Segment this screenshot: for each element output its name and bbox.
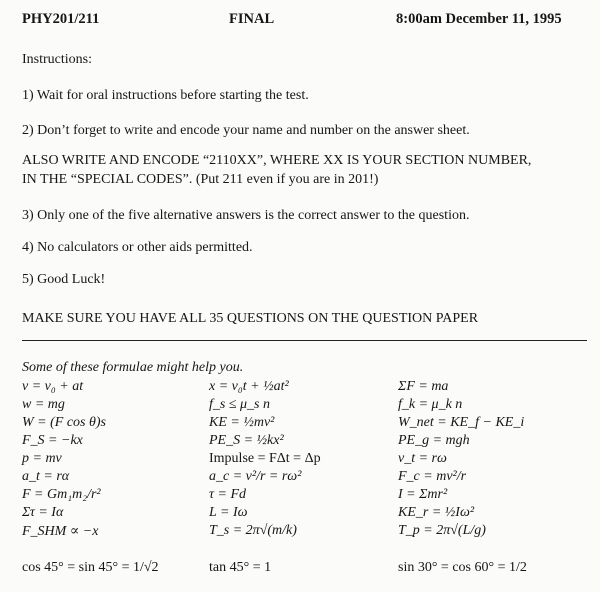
formula-centripetal-force: F_c = mv²/r	[398, 469, 467, 484]
identity-tan45: tan 45° = 1	[209, 560, 272, 575]
formula-moment-of-inertia: I = Σmr²	[398, 487, 448, 502]
instruction-item-1: 1) Wait for oral instructions before starting the test.	[22, 88, 309, 103]
identity-cos45: cos 45° = sin 45° = 1/√2	[22, 560, 159, 575]
formula-gravitational-pe: PE_g = mgh	[398, 433, 470, 448]
formula-tangential-accel: a_t = rα	[22, 469, 70, 484]
formula-work-energy: W_net = KE_f − KE_i	[398, 415, 525, 430]
exam-title: FINAL	[229, 11, 275, 27]
section-divider	[22, 340, 587, 341]
formula-position: x = v₀t + ½at²	[209, 379, 289, 394]
instructions-heading: Instructions:	[22, 52, 92, 67]
formula-kinetic-friction: f_k = μ_k n	[398, 397, 463, 412]
formula-newton-second: ΣF = ma	[398, 379, 449, 394]
formula-spring-pe: PE_S = ½kx²	[209, 433, 284, 448]
formula-rotational-ke: KE_r = ½Iω²	[398, 505, 475, 520]
identity-sin30: sin 30° = cos 60° = 1/2	[398, 560, 527, 575]
formula-spring-period: T_s = 2π√(m/k)	[209, 523, 297, 538]
formula-tangential-velocity: v_t = rω	[398, 451, 447, 466]
formula-intro: Some of these formulae might help you.	[22, 360, 244, 375]
formula-angular-momentum: L = Iω	[209, 505, 248, 520]
instruction-item-4: 4) No calculators or other aids permitted.	[22, 240, 253, 255]
formula-kinetic-energy: KE = ½mv²	[209, 415, 275, 430]
formula-impulse: Impulse = FΔt = Δp	[209, 451, 321, 466]
formula-static-friction: f_s ≤ μ_s n	[209, 397, 270, 412]
formula-spring-force: F_S = −kx	[22, 433, 83, 448]
formula-gravitation: F = Gm₁m₂/r²	[22, 487, 101, 502]
formula-shm-force: F_SHM ∝ −x	[22, 524, 99, 539]
special-codes-line-1: ALSO WRITE AND ENCODE “2110XX”, WHERE XX IS YOUR SECTION NUMBER,	[22, 153, 532, 168]
formula-torque: τ = Fd	[209, 487, 247, 502]
formula-centripetal-accel: a_c = v²/r = rω²	[209, 469, 302, 484]
formula-pendulum-period: T_p = 2π√(L/g)	[398, 523, 486, 538]
question-count-notice: MAKE SURE YOU HAVE ALL 35 QUESTIONS ON THE QUESTION PAPER	[22, 311, 479, 326]
instruction-item-3: 3) Only one of the five alternative answers is the correct answer to the question.	[22, 208, 470, 223]
instruction-item-2: 2) Don’t forget to write and encode your name and number on the answer sheet.	[22, 123, 470, 138]
formula-weight: w = mg	[22, 397, 65, 412]
formula-momentum: p = mv	[22, 451, 62, 466]
instruction-item-5: 5) Good Luck!	[22, 272, 106, 287]
course-code: PHY201/211	[22, 11, 100, 27]
formula-work: W = (F cos θ)s	[22, 415, 106, 430]
special-codes-line-2: IN THE “SPECIAL CODES”. (Put 211 even if you are in 201!)	[22, 172, 379, 187]
exam-datetime: 8:00am December 11, 1995	[396, 11, 562, 27]
formula-velocity: v = v₀ + at	[22, 379, 84, 394]
formula-torque-sum: Στ = Iα	[22, 505, 64, 520]
